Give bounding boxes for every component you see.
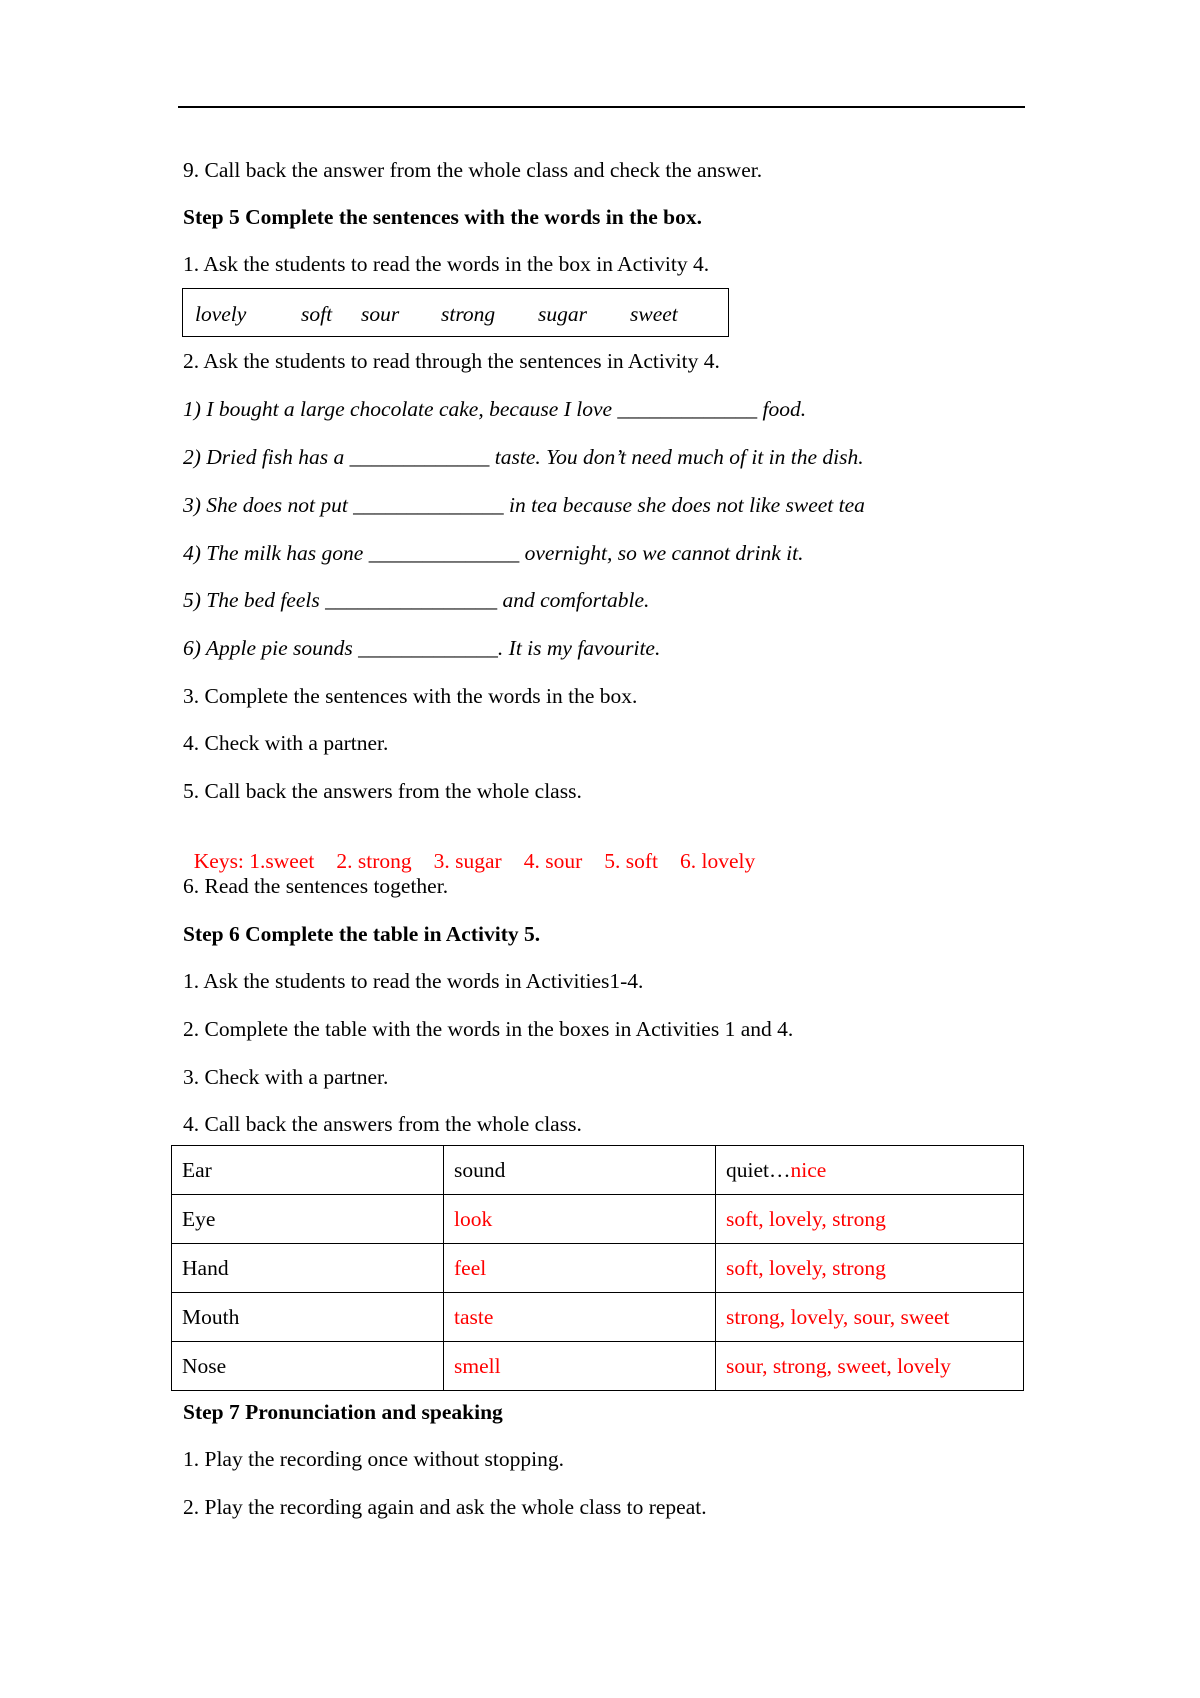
word-box bbox=[182, 288, 729, 337]
box-word: sugar bbox=[538, 302, 587, 326]
exercise-sentence: 2) Dried fish has a _____________ taste. You don’t need much of it in the dish. bbox=[183, 445, 864, 469]
sense-cell: Eye bbox=[172, 1195, 444, 1244]
step5-item-6: 6. Read the sentences together. bbox=[183, 874, 449, 898]
exercise-sentence: 6) Apple pie sounds _____________. It is my favourite. bbox=[183, 636, 661, 660]
table-row bbox=[172, 1146, 1024, 1195]
step6-item: 4. Call back the answers from the whole class. bbox=[183, 1112, 582, 1136]
answer-key: 6. lovely bbox=[679, 848, 756, 873]
answer-key: 4. sour bbox=[523, 848, 583, 873]
sense-cell: Nose bbox=[172, 1342, 444, 1391]
table-row bbox=[172, 1342, 1024, 1391]
exercise-sentence: 5) The bed feels ________________ and comfortable. bbox=[183, 588, 650, 612]
header-rule bbox=[178, 106, 1025, 108]
verb-cell: look bbox=[444, 1195, 716, 1244]
exercise-sentence: 1) I bought a large chocolate cake, because I love _____________ food. bbox=[183, 397, 807, 421]
answer-key: 3. sugar bbox=[433, 848, 502, 873]
step6-heading: Step 6 Complete the table in Activity 5. bbox=[183, 922, 541, 946]
step7-heading: Step 7 Pronunciation and speaking bbox=[183, 1400, 503, 1424]
table-row bbox=[172, 1195, 1024, 1244]
step5-item-5: 5. Call back the answers from the whole class. bbox=[183, 779, 582, 803]
intro-line: 9. Call back the answer from the whole class and check the answer. bbox=[183, 158, 763, 182]
answer-key: Keys: 1.sweet bbox=[193, 848, 315, 873]
verb-cell: feel bbox=[444, 1244, 716, 1293]
adjective-prefix: quiet… bbox=[726, 1157, 791, 1182]
adjective-cell: strong, lovely, sour, sweet bbox=[716, 1293, 1024, 1342]
step6-item: 1. Ask the students to read the words in Activities1-4. bbox=[183, 969, 644, 993]
box-word: lovely bbox=[195, 302, 247, 326]
step7-item: 1. Play the recording once without stopping. bbox=[183, 1447, 564, 1471]
table-row bbox=[172, 1244, 1024, 1293]
step5-item-2: 2. Ask the students to read through the sentences in Activity 4. bbox=[183, 349, 720, 373]
step7-item: 2. Play the recording again and ask the whole class to repeat. bbox=[183, 1495, 707, 1519]
step5-item-4: 4. Check with a partner. bbox=[183, 731, 389, 755]
box-word: sweet bbox=[630, 302, 678, 326]
table-row bbox=[172, 1293, 1024, 1342]
adjective-cell: soft, lovely, strong bbox=[716, 1244, 1024, 1293]
answer-key: 5. soft bbox=[604, 848, 658, 873]
exercise-sentence: 4) The milk has gone ______________ overnight, so we cannot drink it. bbox=[183, 541, 804, 565]
adjective-cell: sour, strong, sweet, lovely bbox=[716, 1342, 1024, 1391]
exercise-sentence: 3) She does not put ______________ in tea because she does not like sweet tea bbox=[183, 493, 865, 517]
adjective-cell bbox=[716, 1146, 1024, 1195]
box-word: strong bbox=[441, 302, 496, 326]
step5-item-1: 1. Ask the students to read the words in the box in Activity 4. bbox=[183, 252, 710, 276]
verb-cell: smell bbox=[444, 1342, 716, 1391]
step5-item-3: 3. Complete the sentences with the words in the box. bbox=[183, 684, 638, 708]
verb-cell: sound bbox=[444, 1146, 716, 1195]
step6-item: 2. Complete the table with the words in the boxes in Activities 1 and 4. bbox=[183, 1017, 794, 1041]
sense-cell: Ear bbox=[172, 1146, 444, 1195]
sense-cell: Mouth bbox=[172, 1293, 444, 1342]
sense-cell: Hand bbox=[172, 1244, 444, 1293]
verb-cell: taste bbox=[444, 1293, 716, 1342]
step5-heading: Step 5 Complete the sentences with the words in the box. bbox=[183, 205, 702, 229]
senses-table bbox=[171, 1145, 1024, 1391]
adjective-cell: soft, lovely, strong bbox=[716, 1195, 1024, 1244]
box-word: sour bbox=[361, 302, 400, 326]
step6-item: 3. Check with a partner. bbox=[183, 1065, 389, 1089]
answer-keys bbox=[183, 829, 777, 872]
adjective-answer: nice bbox=[790, 1157, 827, 1182]
answer-key: 2. strong bbox=[336, 848, 412, 873]
box-word: soft bbox=[301, 302, 333, 326]
